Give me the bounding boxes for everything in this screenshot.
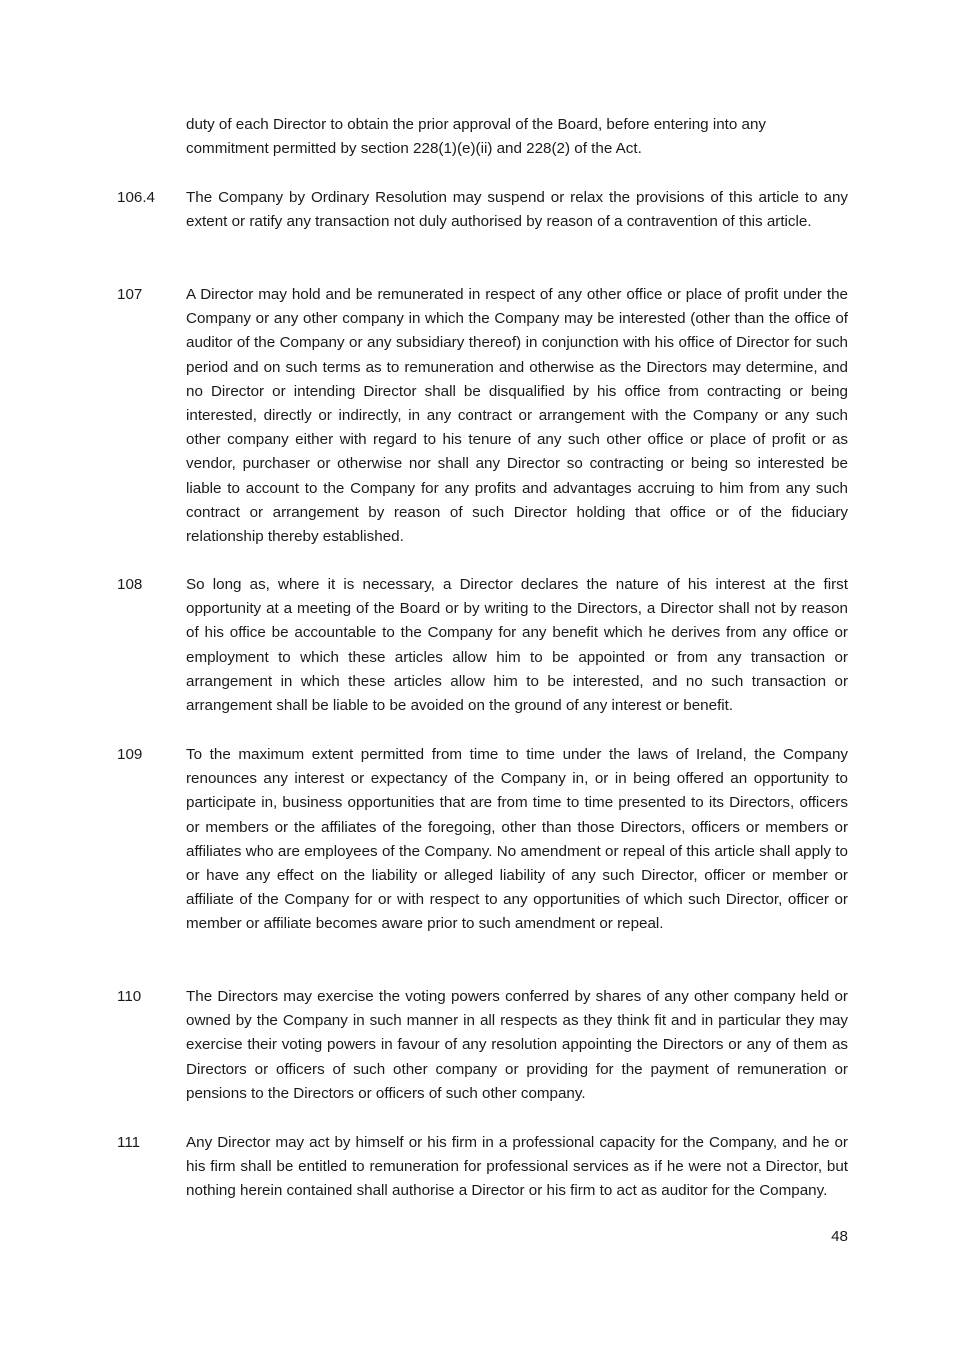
clause-text: A Director may hold and be remunerated in respect of any other office or place of profit under the Company or any other company in which the Company may be interested (other than the office of auditor of the Company or any subsidiary thereof) in conjunction with his office of Director for such period and on such terms as to remuneration and otherwise as the Directors may determine, and no Director or intending Director shall be disqualified by his office from contracting or being interested, directly or indirectly, in any contract or arrangement with the Company or any such other company either with regard to his tenure of any such other office or place of profit or as vendor, purchaser or otherwise nor shall any Director so contracting or being so interested be liable to account to the Company for any profits and advantages accruing to him from any such contract or arrangement by reason of such Director holding that office or of the fiduciary relationship thereby established.	[186, 286, 848, 546]
clause-number: 106.4	[117, 189, 156, 206]
clause-107	[117, 283, 848, 549]
clause-108	[117, 573, 848, 718]
clause-number: 110	[117, 988, 142, 1005]
clause-110	[117, 985, 848, 1106]
clause-111	[117, 1131, 848, 1204]
clause-text: The Directors may exercise the voting powers conferred by shares of any other company held or owned by the Company in such manner in all respects as they think fit and in particular they may exercise their voting powers in favour of any resolution appointing the Directors or any of them as Directors or officers of such other company or providing for the payment of remuneration or pensions to the Directors or officers of such other company.	[186, 988, 848, 1102]
clause-109	[117, 743, 848, 937]
continuation-paragraph: duty of each Director to obtain the prior approval of the Board, before entering into any commitment permitted by section 228(1)(e)(ii) and 228(2) of the Act.	[186, 116, 767, 158]
clause-number: 108	[117, 576, 143, 593]
clause-number: 109	[117, 746, 143, 763]
clause-text: The Company by Ordinary Resolution may suspend or relax the provisions of this article to any extent or ratify any transaction not duly authorised by reason of a contravention of this article.	[186, 189, 848, 231]
page-number: 48	[831, 1228, 848, 1245]
clause-number: 107	[117, 286, 143, 303]
clause-text: Any Director may act by himself or his firm in a professional capacity for the Company, and he or his firm shall be entitled to remuneration for professional services as if he were not a Director, but nothing herein contained shall authorise a Director or his firm to act as auditor for the Company.	[186, 1134, 848, 1200]
clause-text: To the maximum extent permitted from time to time under the laws of Ireland, the Company renounces any interest or expectancy of the Company in, or in being offered an opportunity to participate in, business opportunities that are from time to time presented to its Directors, officers or members or the affiliates of the foregoing, other than those Directors, officers or members or affiliates who are employees of the Company. No amendment or repeal of this article shall apply to or have any effect on the liability or alleged liability of any such Director, officer or member or affiliate of the Company for or with respect to any opportunities of which such Director, officer or member or affiliate becomes aware prior to such amendment or repeal.	[186, 746, 848, 933]
clause-number: 111	[117, 1134, 141, 1151]
clause-106-4	[117, 186, 848, 234]
clause-text: So long as, where it is necessary, a Director declares the nature of his interest at the first opportunity at a meeting of the Board or by writing to the Directors, a Director shall not by reason of his office be accountable to the Company for any benefit which he derives from any office or employment to which these articles allow him to be appointed or from any transaction or arrangement in which these articles allow him to be interested, and no such transaction or arrangement shall be liable to be avoided on the ground of any interest or benefit.	[186, 576, 848, 715]
